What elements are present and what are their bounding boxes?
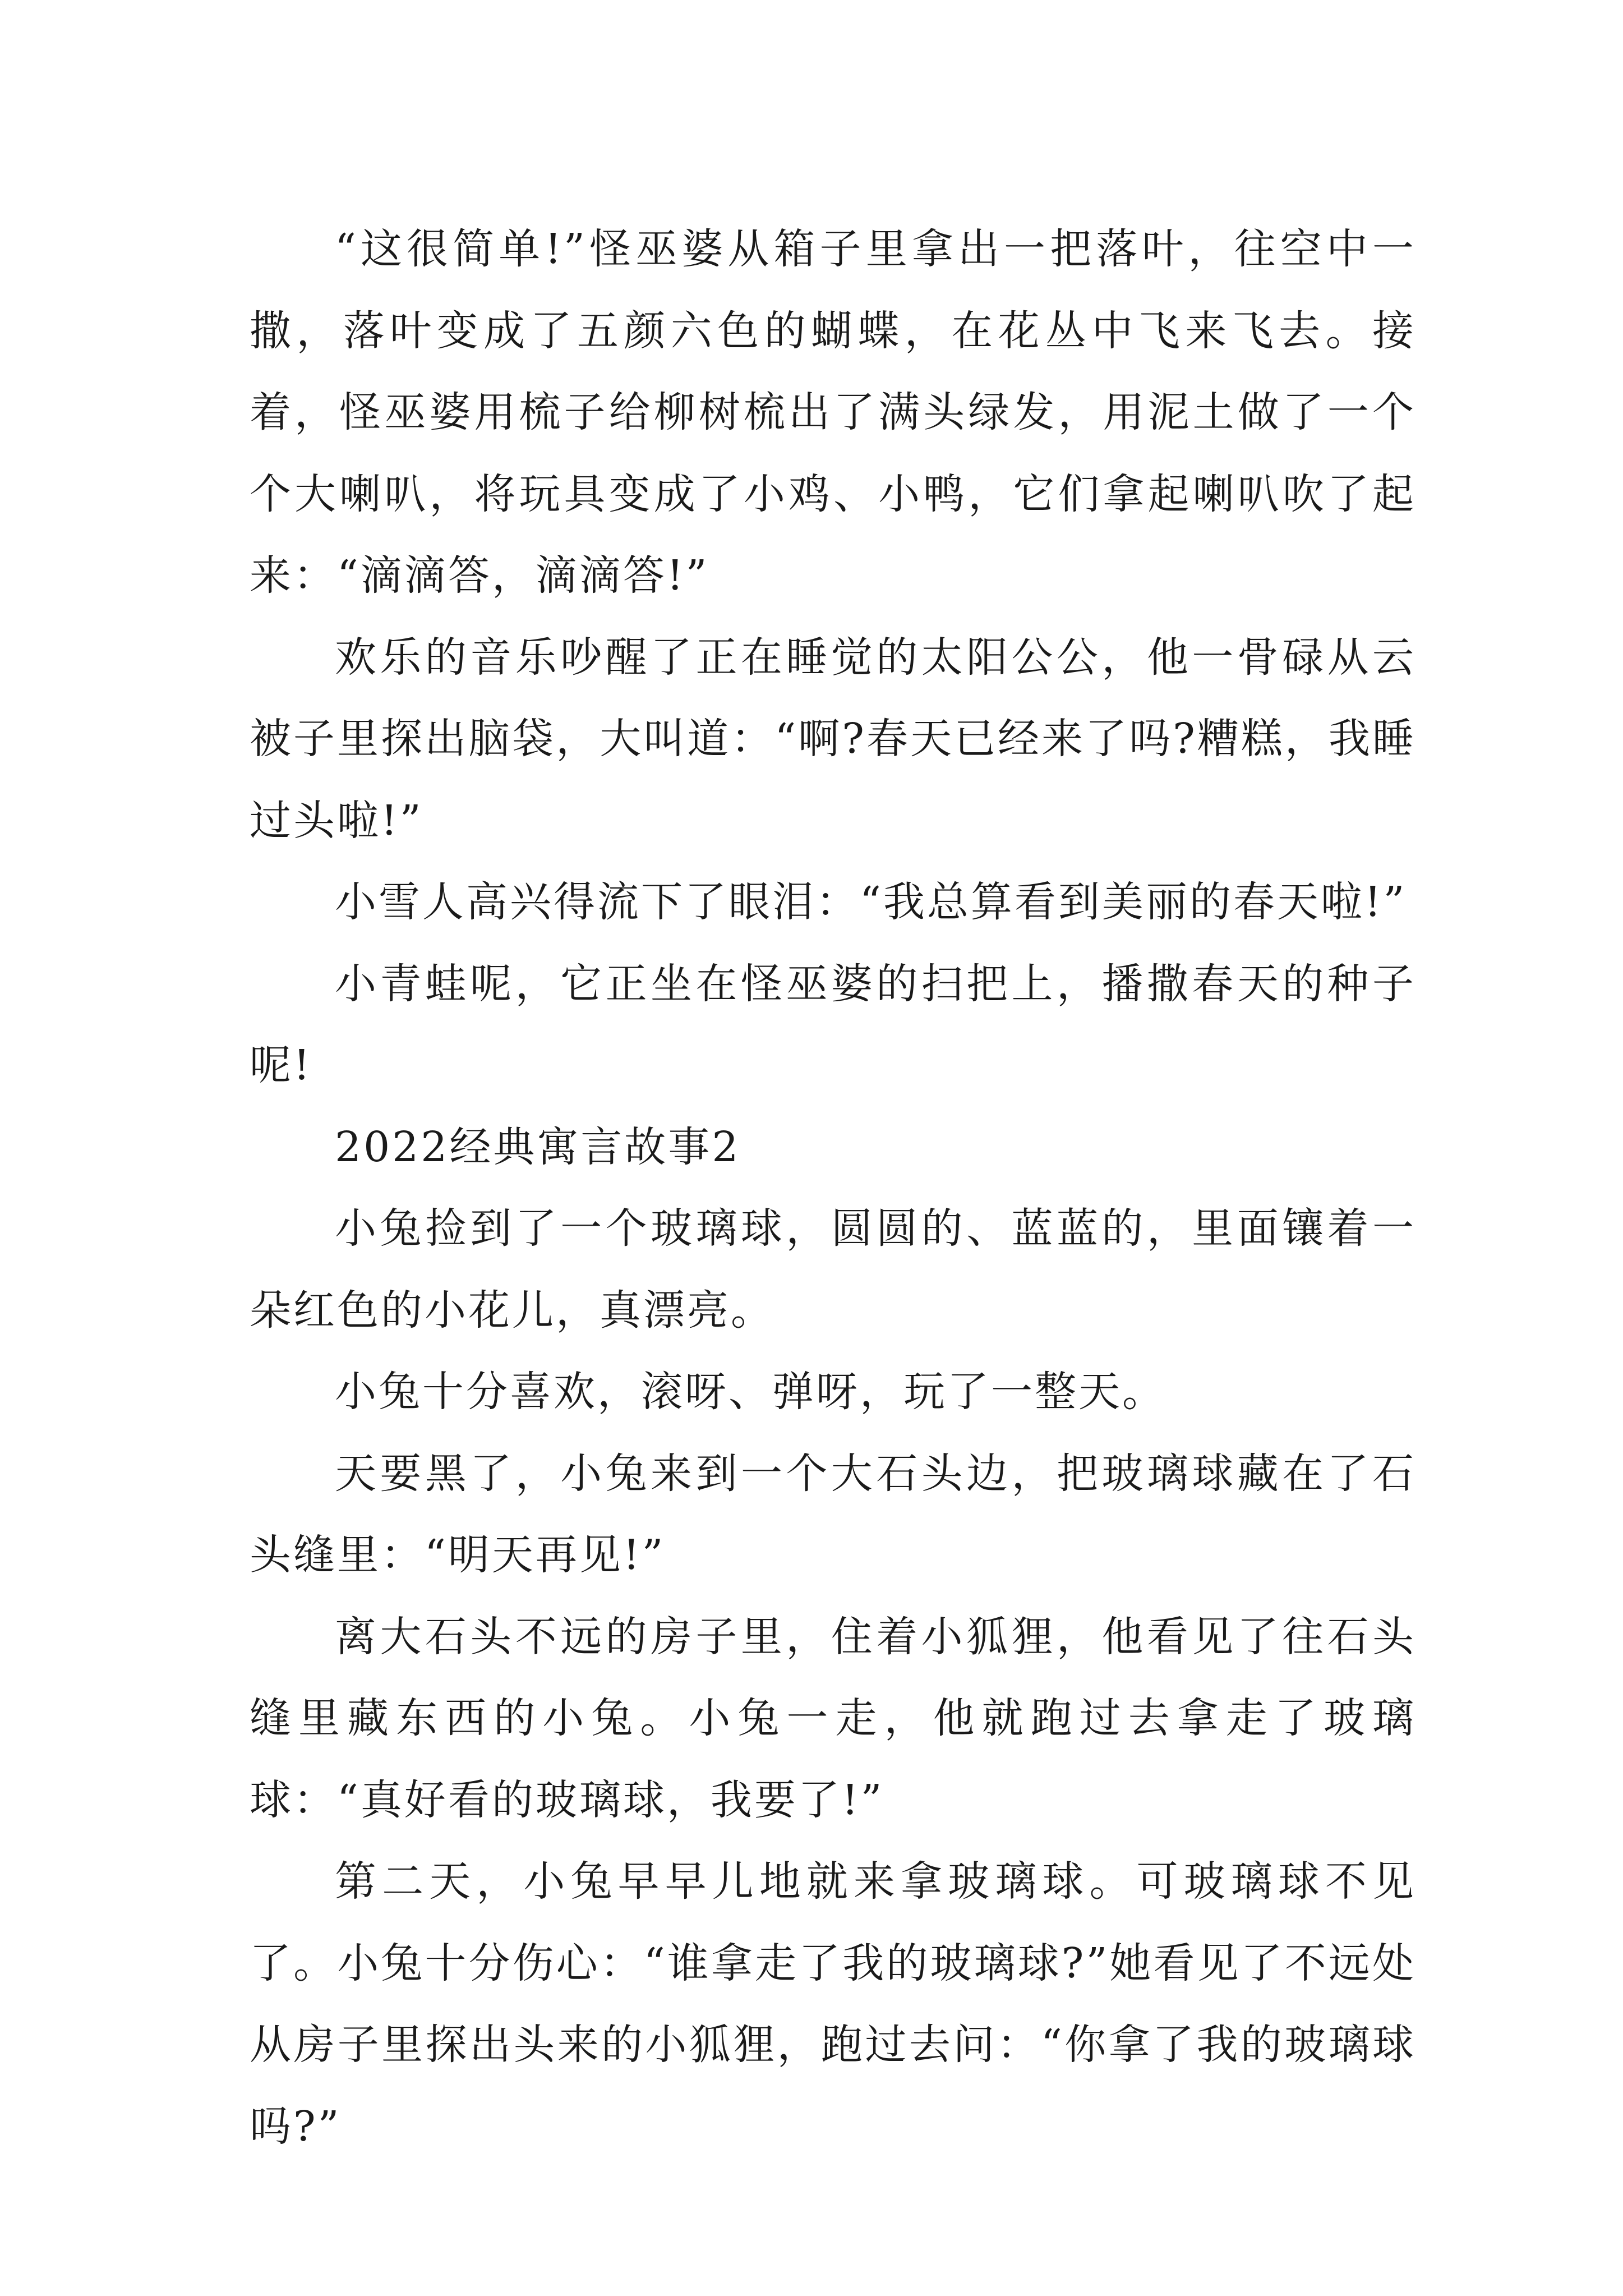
paragraph-2: 欢乐的音乐吵醒了正在睡觉的太阳公公，他一骨碌从云被子里探出脑袋，大叫道：“啊?春天已经来了吗?糟糕，我睡过头啦!” xyxy=(250,633,1416,845)
section-title: 2022经典寓言故事2 xyxy=(335,1122,741,1171)
paragraph-1: “这很简单!”怪巫婆从箱子里拿出一把落叶，往空中一撒，落叶变成了五颜六色的蝴蝶，在花丛中飞来飞去。接着，怪巫婆用梳子给柳树梳出了满头绿发，用泥土做了一个个大喇叭，将玩具变成了小鸡、小鸭，它们拿起喇叭吹了起来：“滴滴答，滴滴答!” xyxy=(250,225,1416,600)
section-paragraph-5: 第二天，小兔早早儿地就来拿玻璃球。可玻璃球不见了。小兔十分伤心：“谁拿走了我的玻璃球?”她看见了不远处从房子里探出头来的小狐狸，跑过去问：“你拿了我的玻璃球吗?” xyxy=(250,1857,1416,2151)
section-paragraph-1: 小兔捡到了一个玻璃球，圆圆的、蓝蓝的，里面镶着一朵红色的小花儿，真漂亮。 xyxy=(250,1204,1416,1335)
section-paragraph-4: 离大石头不远的房子里，住着小狐狸，他看见了往石头缝里藏东西的小兔。小兔一走，他就跑过去拿走了玻璃球：“真好看的玻璃球，我要了!” xyxy=(250,1612,1416,1824)
paragraph-3: 小雪人高兴得流下了眼泪：“我总算看到美丽的春天啦!” xyxy=(335,878,1407,926)
section-paragraph-2: 小兔十分喜欢，滚呀、弹呀，玩了一整天。 xyxy=(335,1368,1166,1416)
paragraph-4: 小青蛙呢，它正坐在怪巫婆的扫把上，播撒春天的种子呢! xyxy=(250,959,1416,1089)
section-paragraph-3: 天要黑了，小兔来到一个大石头边，把玻璃球藏在了石头缝里：“明天再见!” xyxy=(250,1449,1416,1579)
document-body xyxy=(250,209,1416,2168)
